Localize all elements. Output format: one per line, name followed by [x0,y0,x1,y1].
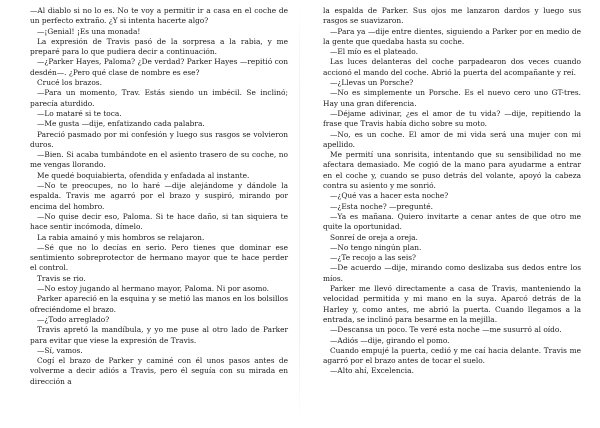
book-gutter [299,0,300,428]
paragraph: —Para un momento, Trav. Estás siendo un imbécil. Se inclinó; parecía aturdido. [30,88,288,108]
paragraph: —No estoy jugando al hermano mayor, Paloma. Ni por asomo. [37,284,270,294]
paragraph: Sonreí de oreja a oreja. [330,232,418,242]
paragraph: —Déjame adivinar, ¿es el amor de tu vida? —dije, repitiendo la frase que Travis había dicho sobre su moto. [323,108,581,129]
paragraph: —Ya es mañana. Quiero invitarte a cenar antes de que otro me quite la oportunidad. [323,211,581,232]
paragraph: Me permití una sonrisita, intentando que su sensibilidad no me afectara demasiado. Me cogió de la mano para ayudarme a entrar en el coche y, cuando se puso detrás del volante, apoyó la cabeza contra su asiento y me sonrió. [323,150,581,191]
paragraph: —No te preocupes, no lo haré —dije alejándome y dándole la espalda. Travis me agarró por el brazo y suspiró, mirando por encima del hombro. [30,181,288,211]
paragraph: Parker apareció en la esquina y se metió las manos en los bolsillos ofreciéndome el brazo. [30,294,288,314]
paragraph: —Descansa un poco. Te veré esta noche —me susurró al oído. [330,325,562,335]
paragraph: —No, es un coche. El amor de mi vida será una mujer con mi apellido. [323,129,581,149]
paragraph: —Sé que no lo decías en serio. Pero tienes que dominar ese sentimiento sobreprotector de hermano mayor que te hace perder el control. [30,242,288,273]
paragraph: La expresión de Travis pasó de la sorpresa a la rabia, y me preparé para lo que pudiera decir a continuación. [30,36,288,57]
paragraph: —Alto ahí, Excelencia. [330,366,414,376]
paragraph: Pareció pasmado por mi confesión y luego sus rasgos se volvieron duros. [30,129,288,149]
paragraph: —De acuerdo —dije, mirando como deslizaba sus dedos entre los míos. [323,263,581,283]
paragraph: —¿Parker Hayes, Paloma? ¿De verdad? Parker Hayes —repitió con desdén—. ¿Pero qué clase de nombre es ese? [30,57,288,77]
paragraph: Cuando empujé la puerta, cedió y me caí hacia delante. Travis me agarró por el brazo antes de tocar el suelo. [323,345,581,366]
paragraph: —No tengo ningún plan. [330,242,422,252]
paragraph: —¿Te recojo a las seis? [330,253,416,263]
paragraph: la espalda de Parker. Sus ojos me lanzaron dardos y luego sus rasgos se suavizaron. [323,6,581,26]
paragraph: —No es simplemente un Porsche. Es el nuevo cero uno GT-tres. Hay una gran diferencia. [323,88,581,108]
paragraph: —Adiós —dije, girando el pomo. [330,335,450,345]
paragraph: Cogí el brazo de Parker y caminé con él unos pasos antes de volverme a decir adiós a Travis, pero él seguía con su mirada en dirección a [30,356,288,386]
paragraph: —Bien. Si acaba tumbándote en el asiento trasero de su coche, no me vengas llorando. [30,150,288,170]
paragraph: —¿Esta noche? —pregunté. [330,201,434,211]
paragraph: —Al diablo si no lo es. No te voy a permitir ir a casa en el coche de un perfecto extraño. ¿Y si intenta hacerte algo? [30,6,288,26]
paragraph: —Sí, vamos. [37,345,83,355]
paragraph: Me quedé boquiabierta, ofendida y enfadada al instante. [37,170,250,180]
paragraph: —¿Qué vas a hacer esta noche? [330,191,449,201]
paragraph: —¿Todo arreglado? [37,314,110,324]
paragraph: —Para ya —dije entre dientes, siguiendo a Parker por en medio de la gente que quedaba hasta su coche. [323,26,581,46]
paragraph: Travis se rio. [37,273,86,283]
right-page [323,6,581,422]
paragraph: —Lo mataré si te toca. [37,108,122,118]
paragraph: Travis apretó la mandíbula, y yo me puse al otro lado de Parker para evitar que viese la expresión de Travis. [30,325,288,345]
paragraph: —¿Llevas un Porsche? [330,78,414,88]
paragraph: —Me gusta —dije, enfatizando cada palabra. [37,119,205,129]
paragraph: —El mío es el plateado. [330,47,418,57]
paragraph: —¡Genial! ¡Es una monada! [37,26,141,36]
paragraph: Las luces delanteras del coche parpadearon dos veces cuando accionó el mando del coche. Abrió la puerta del acompañante y reí. [323,57,581,77]
paragraph: Parker me llevó directamente a casa de Travis, manteniendo la velocidad permitida y mi mano en la suya. Aparcó detrás de la Harley y, como antes, me abrió la puerta. Cuando llegamos a la entrada, se inclinó para besarme en la mejilla. [323,284,581,324]
paragraph: La rabia amainó y mis hombros se relajaron. [37,232,205,242]
paragraph: Crucé los brazos. [37,78,102,88]
left-page [30,6,288,422]
paragraph: —No quise decir eso, Paloma. Si te hace daño, si tan siquiera te hace sentir incómoda, dímelo. [30,211,288,232]
